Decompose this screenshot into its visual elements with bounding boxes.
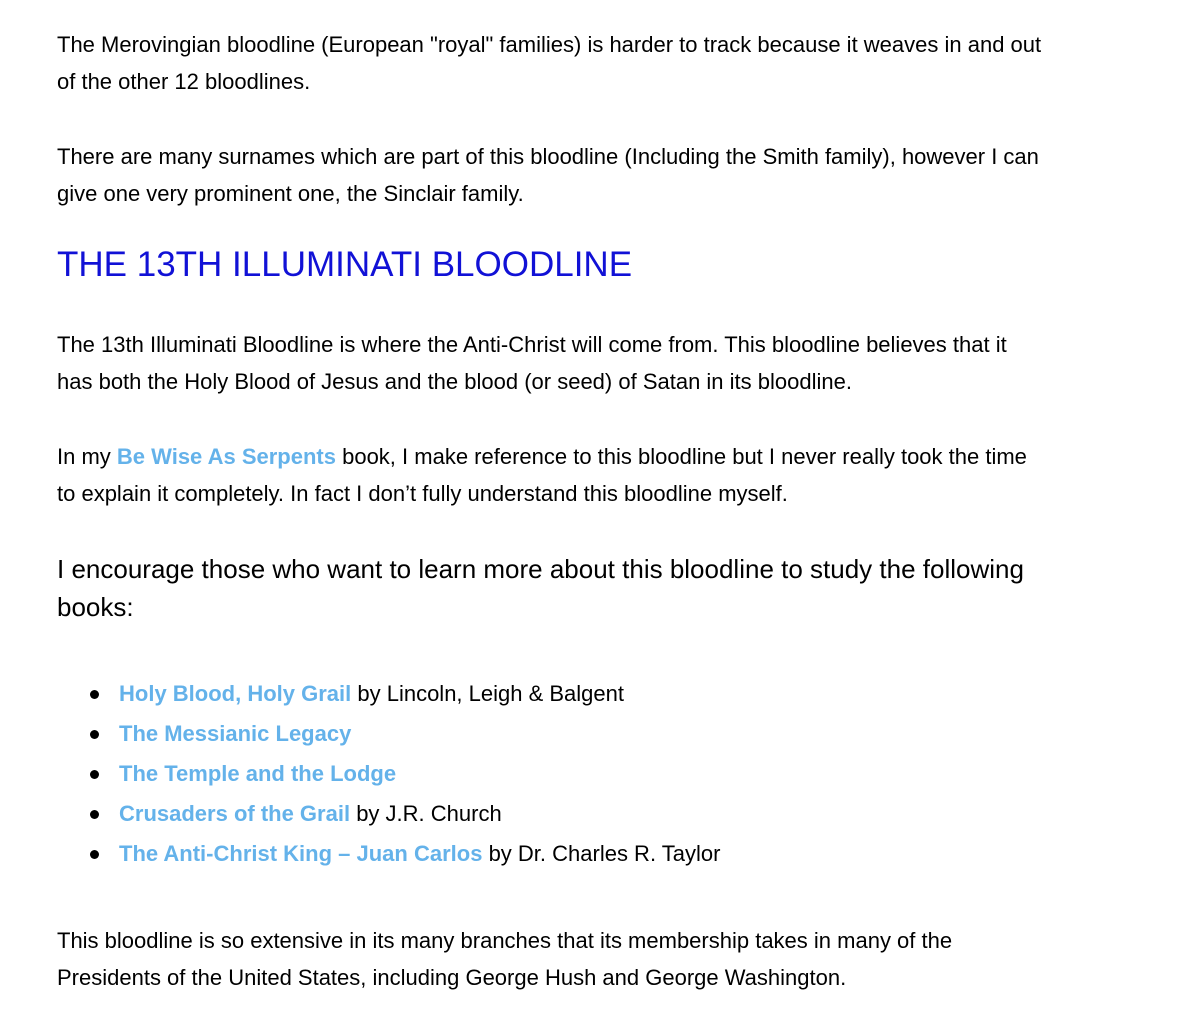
paragraph-line: I encourage those who want to learn more about this bloodline to study the following [57, 554, 1024, 584]
book-link[interactable]: The Messianic Legacy [119, 721, 352, 746]
paragraph-line: books: [57, 592, 134, 622]
paragraph-line: of the other 12 bloodlines. [57, 69, 311, 94]
book-byline: by Dr. Charles R. Taylor [482, 841, 721, 866]
text-suffix: book, I make reference to this bloodline but I never really took the time [335, 444, 1027, 469]
text-prefix: In my [57, 444, 117, 469]
paragraph-line: Presidents of the United States, including George Hush and George Washington. [57, 965, 847, 990]
list-item [57, 754, 720, 794]
bullet-icon [90, 730, 99, 739]
paragraph-book-reference [57, 438, 1177, 512]
link-be-wise-as-serpents[interactable]: Be Wise As Serpents [116, 444, 336, 469]
paragraph-line: The 13th Illuminati Bloodline is where the Anti-Christ will come from. This bloodline believes that it [57, 332, 1007, 357]
paragraph-merovingian [57, 26, 1177, 100]
paragraph-line: There are many surnames which are part of this bloodline (Including the Smith family), however I can [57, 144, 1039, 169]
list-item [57, 834, 720, 874]
book-byline: by J.R. Church [350, 801, 502, 826]
bullet-icon [90, 690, 99, 699]
paragraph-line: This bloodline is so extensive in its many branches that its membership takes in many of the [57, 928, 953, 953]
paragraph-line: has both the Holy Blood of Jesus and the blood (or seed) of Satan in its bloodline. [57, 369, 852, 394]
list-item [57, 794, 720, 834]
paragraph-encourage [57, 550, 1177, 626]
book-link[interactable]: Crusaders of the Grail [119, 801, 351, 826]
paragraph-line: to explain it completely. In fact I don’t fully understand this bloodline myself. [57, 481, 788, 506]
paragraph-surnames [57, 138, 1177, 212]
book-link[interactable]: The Temple and the Lodge [119, 761, 397, 786]
bullet-icon [90, 810, 99, 819]
paragraph-line: The Merovingian bloodline (European "royal" families) is harder to track because it weaves in and out [57, 32, 1042, 57]
list-item [57, 714, 720, 754]
paragraph-13th-bloodline [57, 326, 1177, 400]
paragraph-line: give one very prominent one, the Sinclair family. [57, 181, 524, 206]
book-link[interactable]: Holy Blood, Holy Grail [119, 681, 352, 706]
book-link[interactable]: The Anti-Christ King – Juan Carlos [119, 841, 483, 866]
paragraph-line [57, 438, 1177, 475]
bullet-icon [90, 770, 99, 779]
book-list [57, 674, 720, 874]
bullet-icon [90, 850, 99, 859]
list-item [57, 674, 720, 714]
book-byline: by Lincoln, Leigh & Balgent [351, 681, 624, 706]
section-heading: THE 13TH ILLUMINATI BLOODLINE [57, 245, 633, 284]
paragraph-presidents [57, 922, 1177, 996]
